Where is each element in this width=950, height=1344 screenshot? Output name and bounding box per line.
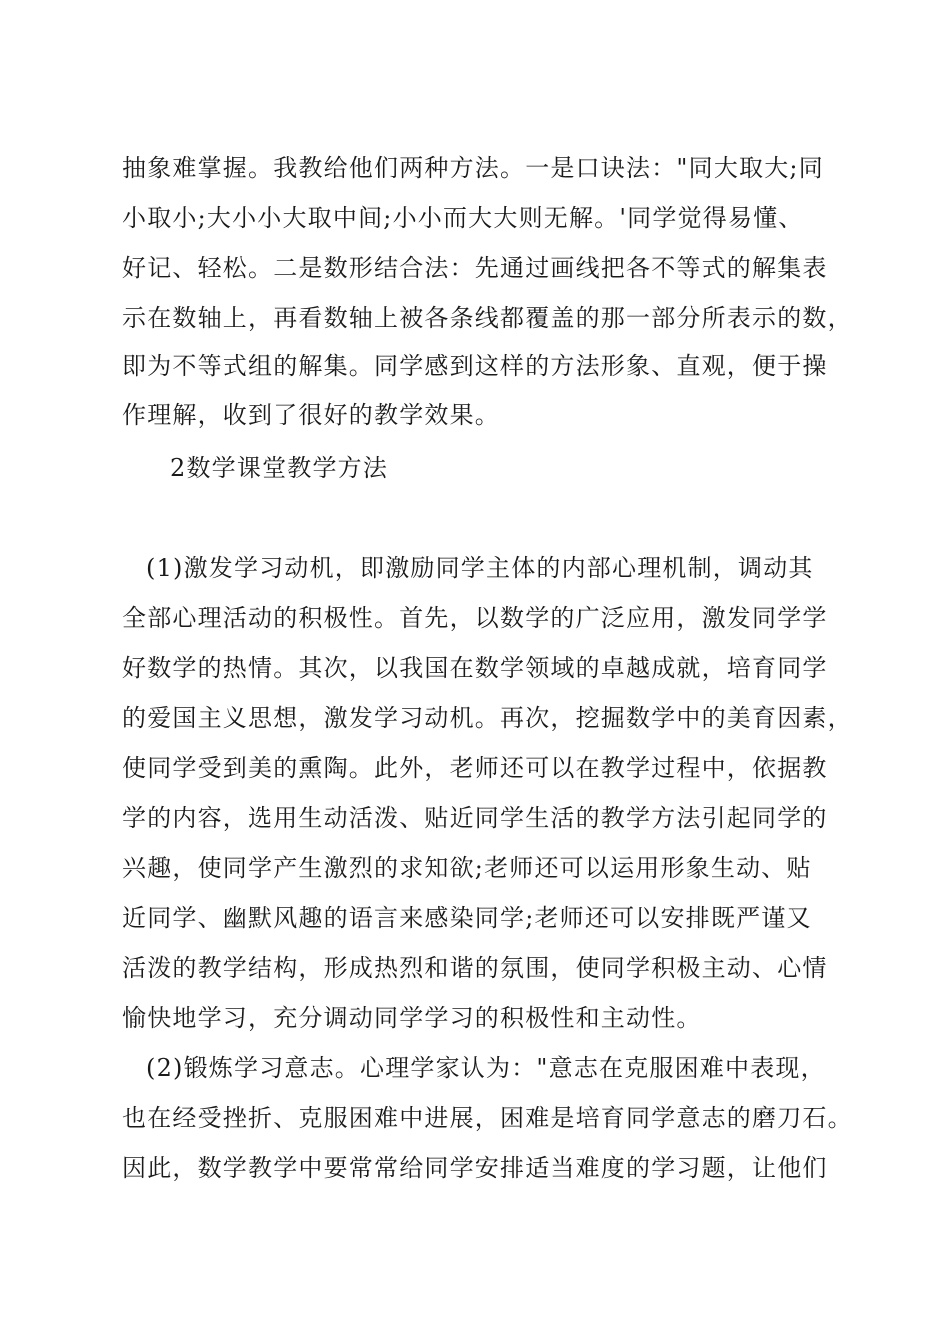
text-line: 抽象难掌握。我教给他们两种方法。一是口诀法："同大取大;同: [122, 154, 824, 182]
text-line: 全部心理活动的积极性。首先，以数学的广泛应用，激发同学学: [122, 604, 828, 632]
text-line: (1)激发学习动机，即激励同学主体的内部心理机制，调动其: [146, 554, 814, 582]
text-line: 活泼的教学结构，形成热烈和谐的氛围，使同学积极主动、心情: [122, 954, 828, 982]
text-line: 示在数轴上，再看数轴上被各条线都覆盖的那一部分所表示的数，: [122, 304, 853, 332]
text-line: (2)锻炼学习意志。心理学家认为："意志在克服困难中表现，: [146, 1054, 826, 1082]
text-line: 也在经受挫折、克服困难中进展，困难是培育同学意志的磨刀石。: [122, 1104, 853, 1132]
text-line: 学的内容，选用生动活泼、贴近同学生活的教学方法引起同学的: [122, 804, 828, 832]
text-line: 愉快地学习，充分调动同学学习的积极性和主动性。: [122, 1004, 702, 1032]
text-line: 的爱国主义思想，激发学习动机。再次，挖掘数学中的美育因素，: [122, 704, 853, 732]
text-line: 因此，数学教学中要常常给同学安排适当难度的学习题，让他们: [122, 1154, 828, 1182]
text-line: 兴趣，使同学产生激烈的求知欲;老师还可以运用形象生动、贴: [122, 854, 812, 882]
text-line: 小取小;大小小大取中间;小小而大大则无解。'同学觉得易懂、: [122, 204, 804, 232]
section-heading: 2数学课堂教学方法: [170, 454, 389, 482]
text-line: 好数学的热情。其次，以我国在数学领域的卓越成就，培育同学: [122, 654, 828, 682]
text-line: 近同学、幽默风趣的语言来感染同学;老师还可以安排既严谨又: [122, 904, 812, 932]
text-line: 好记、轻松。二是数形结合法：先通过画线把各不等式的解集表: [122, 254, 828, 282]
text-line: 使同学受到美的熏陶。此外，老师还可以在教学过程中，依据教: [122, 754, 828, 782]
text-line: 即为不等式组的解集。同学感到这样的方法形象、直观，便于操: [122, 352, 828, 380]
text-line: 作理解，收到了很好的教学效果。: [122, 401, 500, 429]
